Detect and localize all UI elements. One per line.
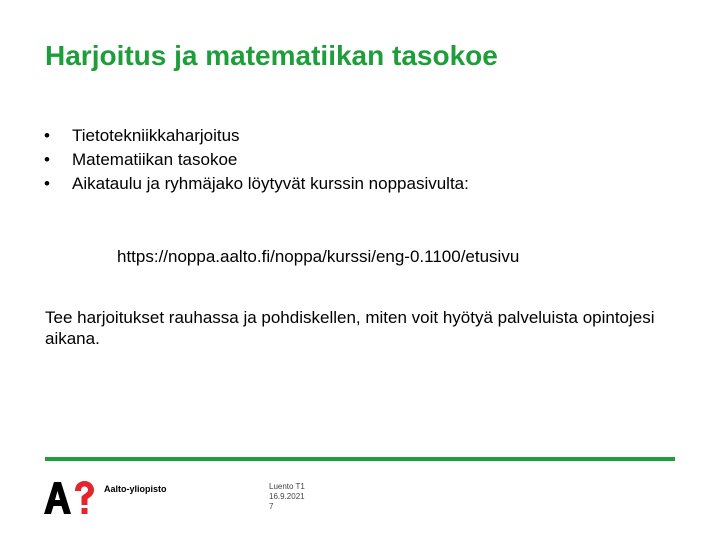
page-number: 7 <box>269 502 274 511</box>
date-label: 16.9.2021 <box>269 492 305 501</box>
slide-title: Harjoitus ja matematiikan tasokoe <box>45 40 498 71</box>
body-paragraph: Tee harjoitukset rauhassa ja pohdiskellen, miten voit hyötyä palveluista opintojesi aikana. <box>45 308 655 348</box>
aalto-logo-icon <box>44 481 96 515</box>
bullet-text: Tietotekniikkaharjoitus <box>72 126 240 145</box>
bullet-text: Matematiikan tasokoe <box>72 150 238 169</box>
course-link[interactable]: https://noppa.aalto.fi/noppa/kurssi/eng-0.1100/etusivu <box>117 247 520 266</box>
bullet-dot: • <box>44 150 50 169</box>
footer-meta <box>269 482 305 512</box>
bullet-text: Aikataulu ja ryhmäjako löytyvät kurssin noppasivulta: <box>72 174 469 193</box>
lecture-label: Luento T1 <box>269 482 305 491</box>
bullet-dot: • <box>44 174 50 193</box>
footer-divider <box>45 457 675 461</box>
logo-text: Aalto-yliopisto <box>104 484 167 494</box>
list-item <box>44 148 469 172</box>
bullet-list <box>44 124 469 196</box>
list-item <box>44 172 469 196</box>
list-item <box>44 124 469 148</box>
bullet-dot: • <box>44 126 50 145</box>
